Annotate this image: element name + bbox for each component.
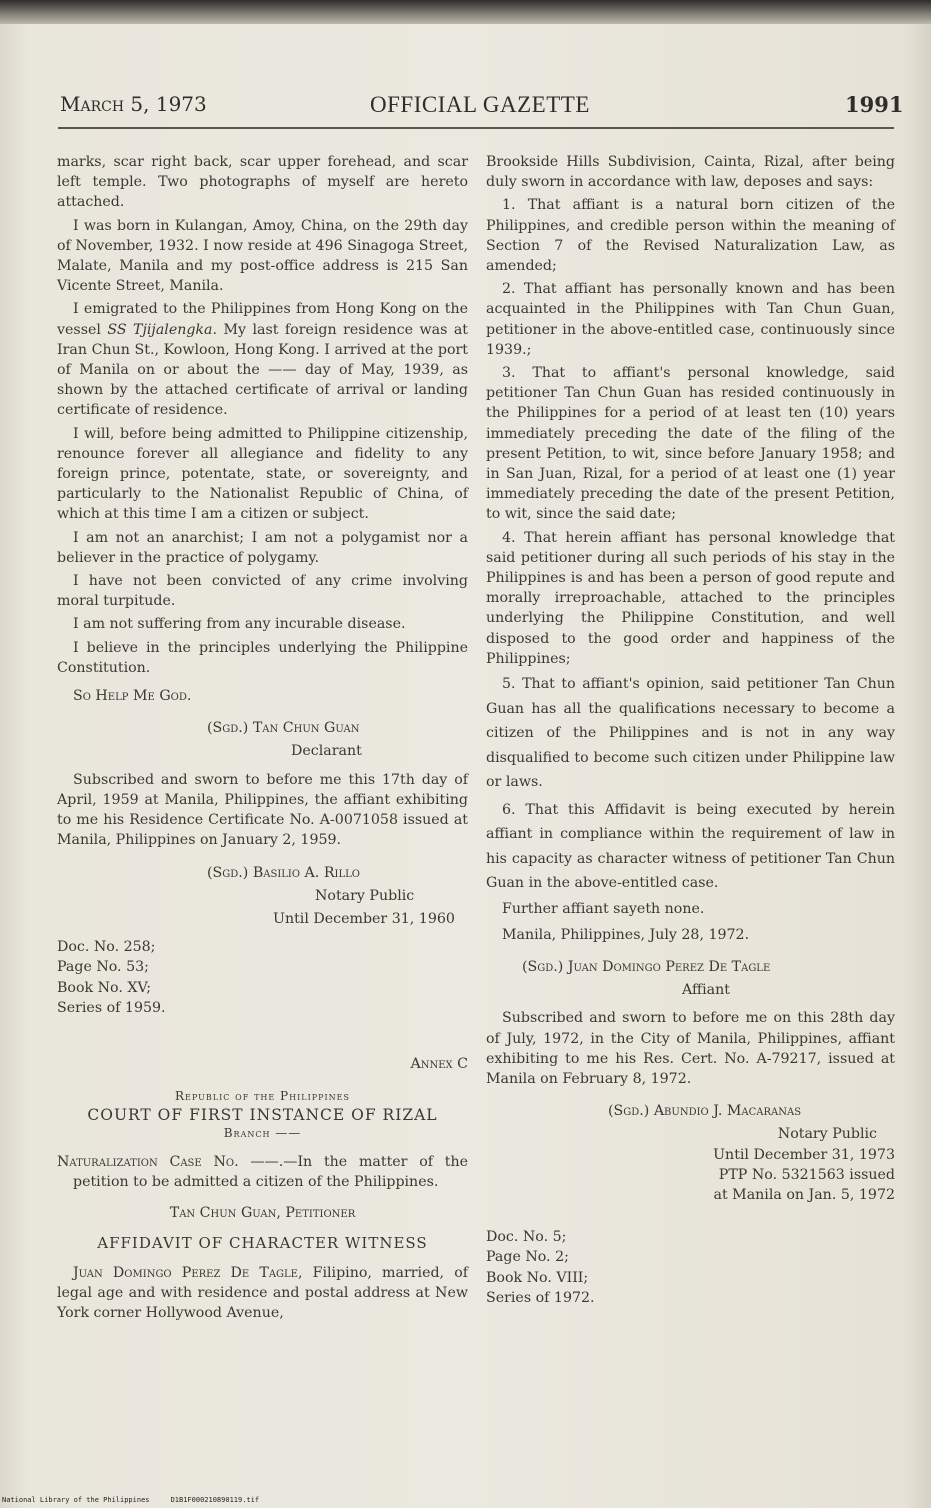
doc-line: Series of 1972. xyxy=(486,1289,595,1306)
doc-line: Doc. No. 5; xyxy=(486,1229,567,1246)
paragraph: Subscribed and sworn to before me this 17th day of April, 1959 at Manila, Philippines, the affiant exhibiting to me his Residence Certificate No. A-0071058 issued at Manila, Philippines on January 2, 1959. xyxy=(57,771,468,849)
signature-name: (Sgd.) Tan Chun Guan xyxy=(207,720,360,737)
doc-line: Book No. XV; xyxy=(57,979,152,996)
notary-issued-at: at Manila on Jan. 5, 1972 xyxy=(713,1187,895,1204)
republic-heading: Republic of the Philippines xyxy=(175,1089,350,1104)
doc-reference xyxy=(486,1227,895,1308)
signature-role: Affiant xyxy=(682,982,730,999)
notary-until: Until December 31, 1960 xyxy=(273,910,455,927)
signature-role: Notary Public xyxy=(315,887,415,904)
paragraph: I am not an anarchist; I am not a polygamist nor a believer in the practice of polygamy. xyxy=(57,529,468,566)
annex-label: Annex C xyxy=(410,1055,468,1072)
scan-edge xyxy=(0,0,931,24)
signature-name: (Sgd.) Juan Domingo Perez De Tagle xyxy=(522,958,771,975)
right-column xyxy=(486,152,895,1308)
paragraph: marks, scar right back, scar upper forehead, and scar left temple. Two photographs of myself are hereto attached. xyxy=(57,154,468,211)
paragraph: Subscribed and sworn to before me on this 28th day of July, 1972, in the City of Manila, Philippines, affiant exhibiting to me his Res. Cert. No. A-79217, issued at Manila on February 8, 1972. xyxy=(486,1010,895,1087)
text-run: , Filipino, married, of legal age and with residence and postal address at New York corner Hollywood Avenue, xyxy=(57,1264,468,1322)
paragraph: I was born in Kulangan, Amoy, China, on the 29th day of November, 1932. I now reside at 496 Sinagoga Street, Malate, Manila and my post-office address is 215 San Vicente Street, Manila. xyxy=(57,217,468,295)
case-caption xyxy=(57,1152,468,1192)
doc-line: Page No. 2; xyxy=(486,1249,569,1266)
paragraph: 3. That to affiant's personal knowledge, said petitioner Tan Chun Guan has resided continuously in the Philippines for a period of at least ten (10) years immediately preceding the date of the filing of the present Petition, to wit, since before January 1958; and in San Juan, Rizal, for a period of at least one (1) year immediately preceding the date of the present Petition, to wit, since the said date; xyxy=(486,365,895,523)
signature-name: (Sgd.) Basilio A. Rillo xyxy=(207,864,360,881)
scan-footer: National Library of the Philippines D1B1F000210890119.tif xyxy=(2,1496,260,1504)
paragraph xyxy=(57,299,468,420)
place-date: Manila, Philippines, July 28, 1972. xyxy=(502,926,750,943)
notary-until: Until December 31, 1973 xyxy=(713,1146,895,1163)
paragraph: Brookside Hills Subdivision, Cainta, Rizal, after being duly sworn in accordance with law, deposes and says: xyxy=(486,154,895,191)
paragraph xyxy=(57,1263,468,1324)
doc-line: Book No. VIII; xyxy=(486,1269,589,1286)
vessel-name: SS Tjijalengka xyxy=(107,321,213,338)
text-run: I emigrated to the Philippines from Hong Kong on the vessel xyxy=(57,301,468,338)
paragraph: I will, before being admitted to Philippine citizenship, renounce forever all allegiance and fidelity to any foreign prince, potentate, state, or sovereignty, and particularly to the Nationalist Republic of China, of which at this time I am a citizen or subject. xyxy=(57,425,468,523)
paragraph: I am not suffering from any incurable disease. xyxy=(73,616,406,633)
left-column xyxy=(57,152,468,1327)
text-run: . My last foreign residence was at Iran Chun St., Kowloon, Hong Kong. I arrived at the port of Manila on or about the —— day of May, 1939, as shown by the attached certificate of arrival or landing certificate of residence. xyxy=(57,321,468,419)
paragraph: 6. That this Affidavit is being executed by herein affiant in compliance within the requirement of law in his capacity as character witness of petitioner Tan Chun Guan in the above-entitled case. xyxy=(486,801,895,892)
court-heading: COURT OF FIRST INSTANCE OF RIZAL xyxy=(87,1106,438,1125)
doc-line: Page No. 53; xyxy=(57,959,149,976)
signature-role: Notary Public xyxy=(777,1126,877,1143)
declarant-signature xyxy=(57,718,468,761)
doc-reference xyxy=(57,937,468,1018)
notary-signature xyxy=(486,1101,895,1205)
paragraph: I have not been convicted of any crime involving moral turpitude. xyxy=(57,573,468,610)
petitioner-line: Tan Chun Guan, Petitioner xyxy=(169,1204,356,1221)
signature-name: (Sgd.) Abundio J. Macaranas xyxy=(608,1103,802,1120)
branch-heading: Branch —— xyxy=(223,1126,302,1141)
affiant-name: Juan Domingo Perez De Tagle xyxy=(73,1264,298,1281)
paragraph: Further affiant sayeth none. xyxy=(502,900,705,917)
header-page-number: 1991 xyxy=(845,92,904,117)
paragraph: 5. That to affiant's opinion, said petitioner Tan Chun Guan has all the qualifications necessary to become a citizen of the Philippines and is not in any way disqualified to become such citizen under Philippine law or laws. xyxy=(486,676,895,791)
header-title: OFFICIAL GAZETTE xyxy=(370,92,590,117)
case-text: ——.—In the matter of the petition to be admitted a citizen of the Philippines. xyxy=(73,1154,468,1191)
case-label: Naturalization Case No. xyxy=(57,1154,239,1171)
notary-ptr: PTP No. 5321563 issued xyxy=(718,1166,895,1183)
affiant-signature xyxy=(486,957,895,1000)
doc-line: Doc. No. 258; xyxy=(57,939,156,956)
signature-role: Declarant xyxy=(291,743,362,760)
paragraph: 2. That affiant has personally known and has been acquainted in the Philippines with Tan Chun Guan, petitioner in the above-entitled case, continuously since 1939.; xyxy=(486,281,895,358)
doc-line: Series of 1959. xyxy=(57,999,166,1016)
affidavit-title: AFFIDAVIT OF CHARACTER WITNESS xyxy=(97,1233,428,1252)
header-rule xyxy=(58,127,894,129)
paragraph: I believe in the principles underlying the Philippine Constitution. xyxy=(57,639,468,676)
paragraph: 4. That herein affiant has personal knowledge that said petitioner during all such periods of his stay in the Philippines is and has been a person of good repute and morally irreproachable, attached to the principles underlying the Philippine Constitution, and well disposed to the good order and happiness of the Philippines; xyxy=(486,529,895,667)
notary-signature xyxy=(57,863,468,930)
paragraph: 1. That affiant is a natural born citizen of the Philippines, and credible person within the meaning of Section 7 of the Revised Naturalization Law, as amended; xyxy=(486,197,895,275)
oath: So Help Me God. xyxy=(73,688,192,705)
header-date: March 5, 1973 xyxy=(60,92,207,116)
